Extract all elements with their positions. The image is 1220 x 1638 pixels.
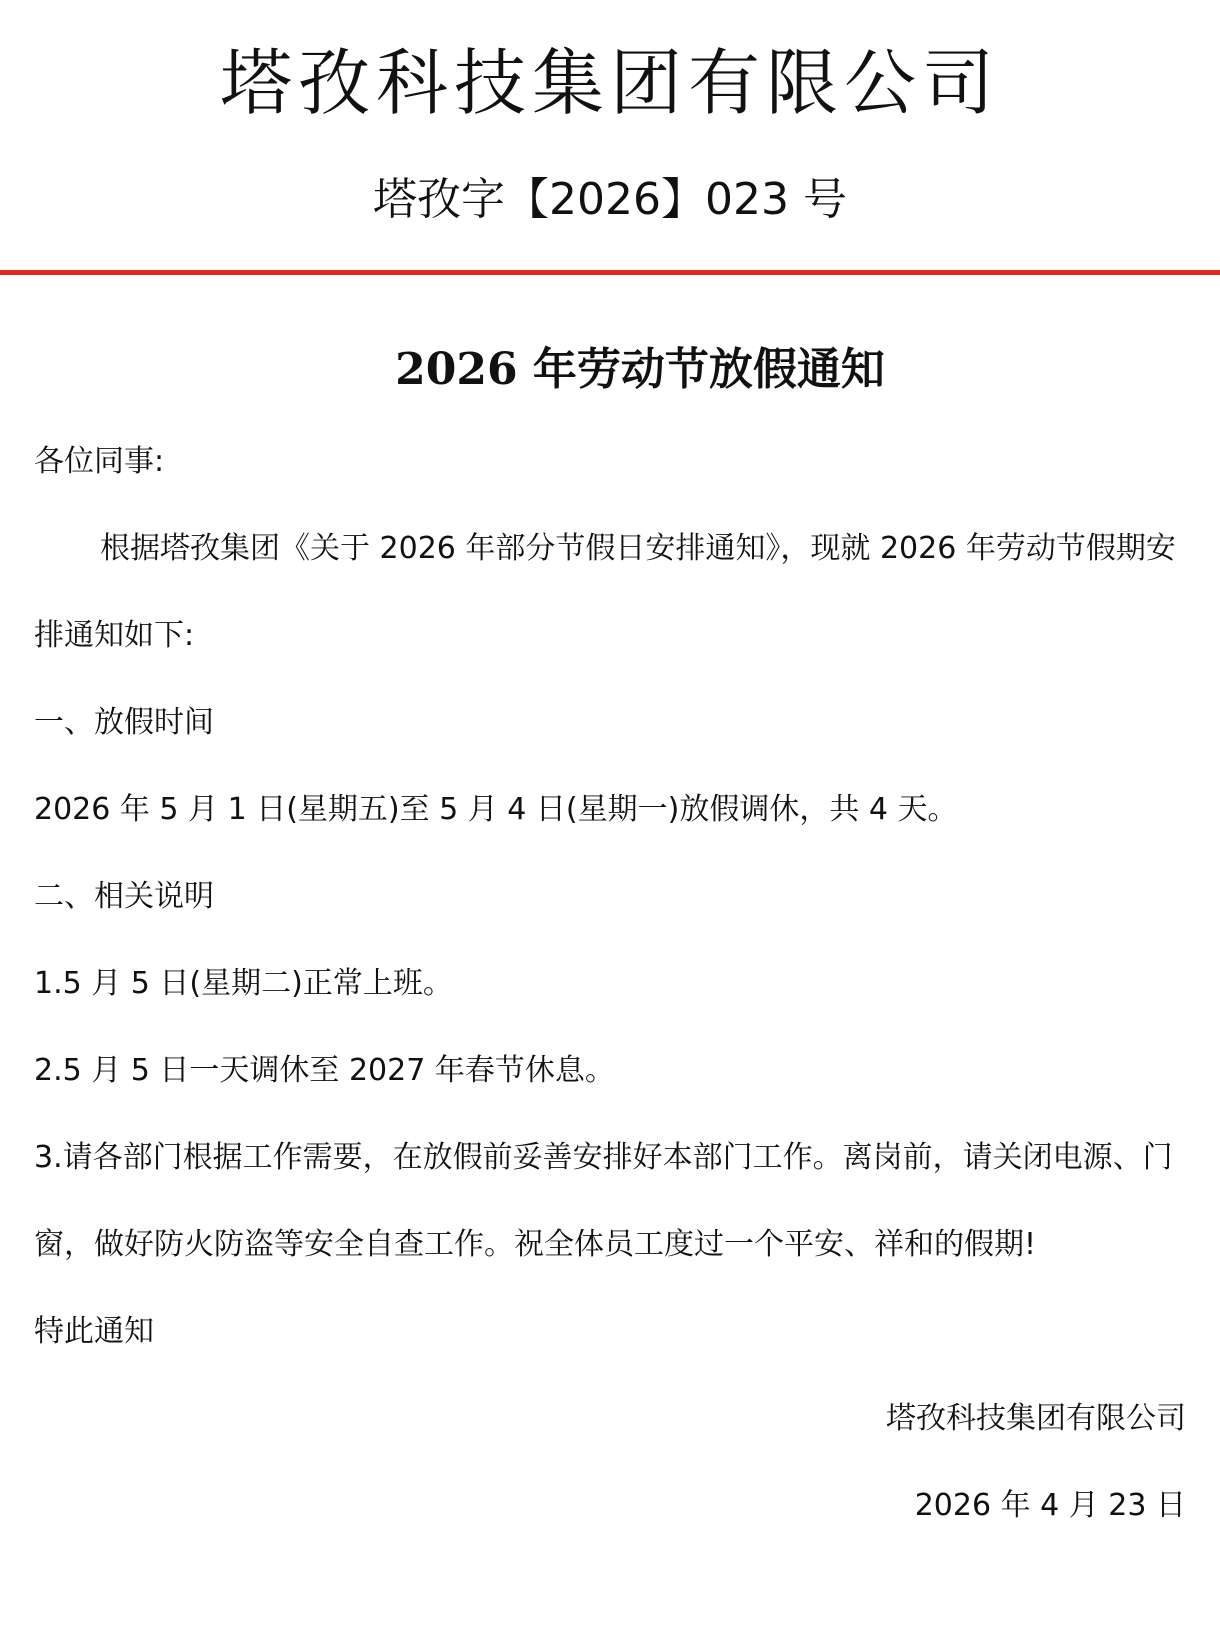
note-item-1: 1.5 月 5 日(星期二)正常上班。 [34,966,453,1001]
intro-paragraph: 根据塔孜集团《关于 2026 年部分节假日安排通知》，现就 2026 年劳动节假期安排通知如下: [34,531,1176,653]
note-item-2: 2.5 月 5 日一天调休至 2027 年春节休息。 [34,1053,615,1088]
signature: 塔孜科技集团有限公司 [886,1401,1186,1436]
issue-date: 2026 年 4 月 23 日 [914,1488,1186,1523]
document-header [0,0,1220,272]
document-number: 塔孜字【2026】023 号 [373,174,847,225]
section-heading-notes: 二、相关说明 [34,879,214,914]
section-heading-time: 一、放假时间 [34,705,214,740]
company-name: 塔孜科技集团有限公司 [219,41,1000,125]
notice-title: 2026 年劳动节放假通知 [395,344,885,395]
closing-line: 特此通知 [34,1314,154,1349]
note-item-3: 3.请各部门根据工作需要，在放假前妥善安排好本部门工作。离岗前，请关闭电源、门窗，做好防火防盗等安全自查工作。祝全体员工度过一个平安、祥和的假期! [34,1140,1173,1262]
notice-body [34,418,1186,1549]
holiday-period: 2026 年 5 月 1 日(星期五)至 5 月 4 日(星期一)放假调休，共 4 天。 [34,792,958,827]
red-header-rule [0,270,1220,275]
greeting: 各位同事: [34,444,165,479]
